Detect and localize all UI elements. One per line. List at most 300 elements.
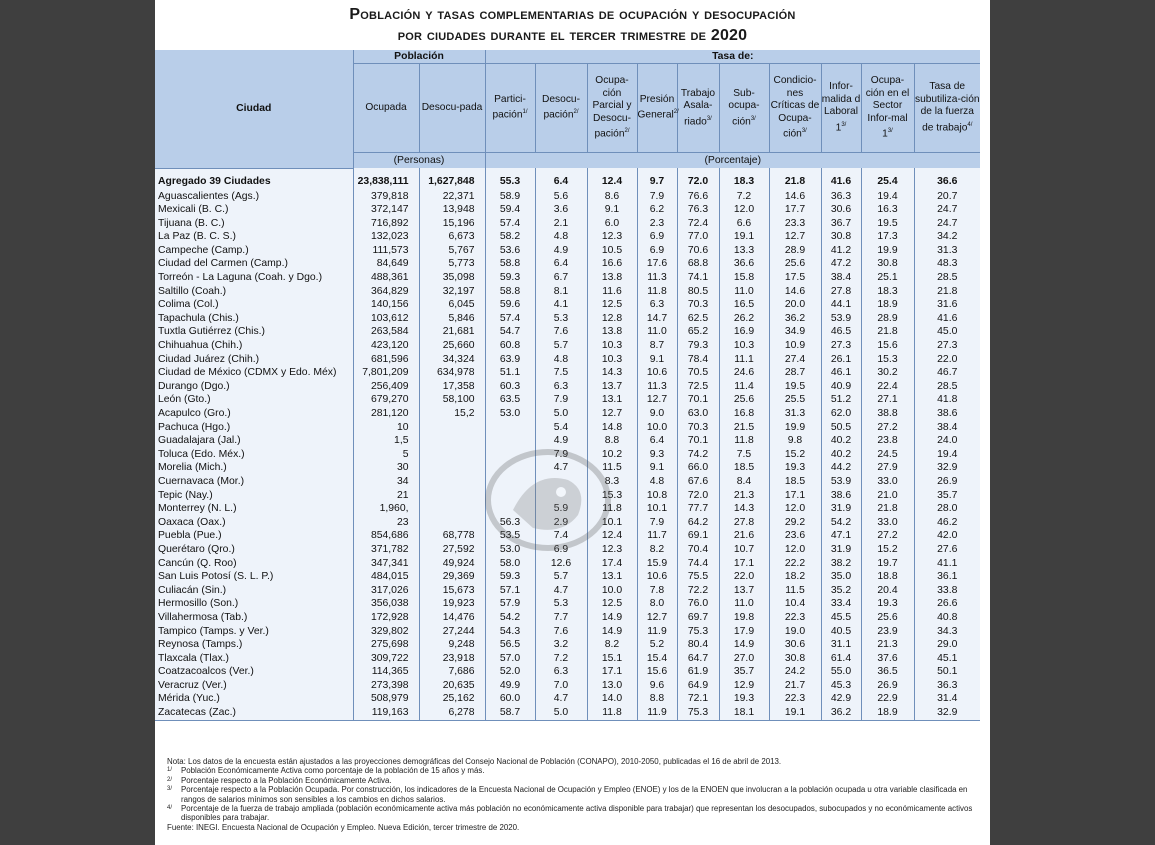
value-cell (419, 516, 485, 530)
value-cell: 40.2 (821, 448, 861, 462)
value-cell: 103,612 (353, 312, 419, 326)
value-cell: 60.3 (485, 380, 535, 394)
value-cell: 72.0 (677, 174, 719, 190)
value-cell: 12.0 (719, 203, 769, 217)
footnote-line (167, 766, 982, 775)
table-row (155, 285, 980, 299)
city-name-cell: Monterrey (N. L.) (155, 502, 353, 516)
value-cell: 12.8 (587, 312, 637, 326)
value-cell: 49,924 (419, 557, 485, 571)
value-cell: 21.3 (861, 638, 914, 652)
footnotes (167, 757, 982, 832)
value-cell: 14.7 (637, 312, 677, 326)
value-cell: 10.2 (587, 448, 637, 462)
value-cell: 18.5 (769, 475, 821, 489)
value-cell: 21.8 (861, 325, 914, 339)
city-name-cell: San Luis Potosí (S. L. P.) (155, 570, 353, 584)
footnote-text: Porcentaje de la fuerza de trabajo ampliada (población económicamente activa más población no económicamente activa disponible para trabajar) que representan los desocupados, subocupados y no económicamente activos disponibles para trabajar. (181, 804, 973, 823)
value-cell: 66.0 (677, 461, 719, 475)
value-cell: 27.3 (914, 339, 980, 353)
table-row (155, 203, 980, 217)
city-name-cell: Durango (Dgo.) (155, 380, 353, 394)
value-cell: 5.2 (637, 638, 677, 652)
column-header (914, 64, 980, 153)
value-cell: 45.5 (821, 611, 861, 625)
value-cell: 31.3 (914, 244, 980, 258)
value-cell: 13.8 (587, 271, 637, 285)
value-cell: 22,371 (419, 190, 485, 204)
table-row (155, 339, 980, 353)
value-cell: 7.5 (535, 366, 587, 380)
footnote-marker: 2/ (573, 109, 579, 116)
value-cell: 15,673 (419, 584, 485, 598)
value-cell: 5.0 (535, 706, 587, 720)
table-row (155, 448, 980, 462)
city-name-cell: Mérida (Yuc.) (155, 692, 353, 706)
footnote-text: Población Económicamente Activa como porcentaje de la población de 15 años y más. (181, 766, 485, 776)
value-cell: 21.6 (719, 529, 769, 543)
footnote-text: Nota: Los datos de la encuesta están ajustados a las proyecciones demográficas del Consejo Nacional de Población (CONAPO), 2010-2050, publicadas el 16 de abril de 2013. (167, 757, 782, 766)
value-cell: 14,476 (419, 611, 485, 625)
value-cell: 24.6 (719, 366, 769, 380)
value-cell: 681,596 (353, 353, 419, 367)
value-cell: 7.4 (535, 529, 587, 543)
value-cell: 10.0 (587, 584, 637, 598)
footnote-line (167, 776, 982, 785)
value-cell: 21.3 (719, 489, 769, 503)
value-cell: 27.4 (769, 353, 821, 367)
value-cell: 58.2 (485, 230, 535, 244)
table-row (155, 625, 980, 639)
city-name-cell: Pachuca (Hgo.) (155, 421, 353, 435)
value-cell: 13,948 (419, 203, 485, 217)
value-cell: 25.5 (769, 393, 821, 407)
value-cell: 62.5 (677, 312, 719, 326)
value-cell: 8.6 (587, 190, 637, 204)
value-cell: 41.2 (821, 244, 861, 258)
value-cell: 63.0 (677, 407, 719, 421)
value-cell: 55.3 (485, 174, 535, 190)
value-cell: 15.6 (637, 665, 677, 679)
table-row (155, 244, 980, 258)
value-cell: 63.5 (485, 393, 535, 407)
value-cell: 263,584 (353, 325, 419, 339)
value-cell: 70.4 (677, 543, 719, 557)
footnote-marker: 2/ (673, 109, 679, 116)
value-cell: 132,023 (353, 230, 419, 244)
table-row (155, 597, 980, 611)
value-cell: 13.3 (719, 244, 769, 258)
column-header-label: Partici-pación$^{1/}$ (492, 93, 528, 121)
table-row (155, 230, 980, 244)
value-cell: 11.8 (587, 502, 637, 516)
value-cell: 317,026 (353, 584, 419, 598)
city-name-cell: Tuxtla Gutiérrez (Chis.) (155, 325, 353, 339)
value-cell: 65.2 (677, 325, 719, 339)
table-row (155, 584, 980, 598)
value-cell: 11.9 (637, 625, 677, 639)
value-cell: 27.0 (719, 652, 769, 666)
value-cell: 63.9 (485, 353, 535, 367)
value-cell: 24.7 (914, 203, 980, 217)
value-cell: 60.8 (485, 339, 535, 353)
value-cell: 54.7 (485, 325, 535, 339)
value-cell: 26.1 (821, 353, 861, 367)
value-cell: 17.1 (587, 665, 637, 679)
value-cell: 12.3 (587, 230, 637, 244)
table-row (155, 434, 980, 448)
city-name-cell: Coatzacoalcos (Ver.) (155, 665, 353, 679)
value-cell: 61.4 (821, 652, 861, 666)
value-cell: 7.6 (535, 325, 587, 339)
city-name-cell: Villahermosa (Tab.) (155, 611, 353, 625)
value-cell: 19.8 (719, 611, 769, 625)
value-cell: 27.9 (861, 461, 914, 475)
value-cell: 70.5 (677, 366, 719, 380)
value-cell: 7.7 (535, 611, 587, 625)
city-name-cell: Campeche (Camp.) (155, 244, 353, 258)
value-cell: 38.8 (861, 407, 914, 421)
value-cell: 40.9 (821, 380, 861, 394)
value-cell: 14.6 (769, 285, 821, 299)
value-cell: 22.2 (769, 557, 821, 571)
value-cell: 19.1 (719, 230, 769, 244)
value-cell: 23.8 (861, 434, 914, 448)
unit-personas: (Personas) (353, 153, 485, 169)
value-cell: 36.5 (861, 665, 914, 679)
value-cell: 7.2 (719, 190, 769, 204)
value-cell: 19.1 (769, 706, 821, 720)
table-row (155, 692, 980, 706)
value-cell: 48.3 (914, 257, 980, 271)
value-cell: 18.3 (719, 174, 769, 190)
value-cell: 17.5 (769, 271, 821, 285)
value-cell: 45.0 (914, 325, 980, 339)
value-cell: 41.1 (914, 557, 980, 571)
table-row (155, 257, 980, 271)
value-cell: 6.6 (719, 217, 769, 231)
value-cell: 51.2 (821, 393, 861, 407)
value-cell: 11.3 (637, 380, 677, 394)
value-cell: 46.2 (914, 516, 980, 530)
value-cell (535, 475, 587, 489)
city-name-cell: Aguascalientes (Ags.) (155, 190, 353, 204)
column-header-label: Ocupa-ción en el Sector Infor-mal $1^{3/}$ (865, 75, 910, 140)
city-name-cell: Toluca (Edo. Méx.) (155, 448, 353, 462)
city-name-cell: Puebla (Pue.) (155, 529, 353, 543)
table-row (155, 298, 980, 312)
value-cell: 12.5 (587, 597, 637, 611)
value-cell: 29.2 (769, 516, 821, 530)
value-cell: 16.9 (719, 325, 769, 339)
value-cell: 31.3 (769, 407, 821, 421)
value-cell: 37.6 (861, 652, 914, 666)
value-cell: 74.2 (677, 448, 719, 462)
value-cell: 6.9 (637, 244, 677, 258)
value-cell: 58.8 (485, 257, 535, 271)
table-row (155, 516, 980, 530)
table-row (155, 611, 980, 625)
value-cell: 36.6 (914, 174, 980, 190)
header-poblacion: Población (353, 50, 485, 64)
value-cell: 281,120 (353, 407, 419, 421)
value-cell: 49.9 (485, 679, 535, 693)
value-cell: 12.0 (769, 543, 821, 557)
value-cell: 19.9 (861, 244, 914, 258)
value-cell: 6.4 (637, 434, 677, 448)
value-cell: 40.8 (914, 611, 980, 625)
value-cell: 70.6 (677, 244, 719, 258)
value-cell: 28.7 (769, 366, 821, 380)
value-cell: 75.3 (677, 706, 719, 720)
value-cell: 61.9 (677, 665, 719, 679)
value-cell: 8.4 (719, 475, 769, 489)
value-cell: 14.9 (587, 625, 637, 639)
value-cell: 46.5 (821, 325, 861, 339)
value-cell: 19.5 (769, 380, 821, 394)
value-cell: 41.6 (821, 174, 861, 190)
table-row (155, 217, 980, 231)
value-cell: 10.3 (719, 339, 769, 353)
value-cell: 72.0 (677, 489, 719, 503)
table-row (155, 570, 980, 584)
value-cell: 72.1 (677, 692, 719, 706)
value-cell: 23,918 (419, 652, 485, 666)
value-cell (535, 489, 587, 503)
value-cell: 46.1 (821, 366, 861, 380)
value-cell: 8.3 (587, 475, 637, 489)
value-cell: 77.0 (677, 230, 719, 244)
value-cell: 6.7 (535, 271, 587, 285)
value-cell: 70.1 (677, 393, 719, 407)
value-cell: 38.4 (914, 421, 980, 435)
footnote-line (167, 785, 982, 804)
value-cell: 7.9 (637, 190, 677, 204)
value-cell: 17.7 (769, 203, 821, 217)
value-cell: 36.3 (821, 190, 861, 204)
footnote-text: Porcentaje respecto a la Población Ocupada. Por construcción, los indicadores de la Encuesta Nacional de Ocupación y Empleo (ENOE) y los de la ENOEN que involucran a la población ocupada u otra variable clasificada en rangos de salarios mínimos son sensibles a los cambios en dichos salarios. (181, 785, 968, 804)
column-header (353, 64, 419, 153)
value-cell: 12.3 (587, 543, 637, 557)
value-cell: 34.3 (914, 625, 980, 639)
value-cell: 7.5 (719, 448, 769, 462)
value-cell: 12.7 (769, 230, 821, 244)
value-cell: 24.7 (914, 217, 980, 231)
value-cell: 9.7 (637, 174, 677, 190)
value-cell: 679,270 (353, 393, 419, 407)
value-cell: 24.5 (861, 448, 914, 462)
value-cell: 6.4 (535, 174, 587, 190)
value-cell: 30.6 (769, 638, 821, 652)
value-cell: 10.1 (587, 516, 637, 530)
value-cell: 28.5 (914, 380, 980, 394)
value-cell: 31.4 (914, 692, 980, 706)
value-cell: 5.7 (535, 570, 587, 584)
footnote-marker: 1/ (522, 109, 528, 116)
value-cell: 15.3 (861, 353, 914, 367)
table-row (155, 638, 980, 652)
value-cell: 275,698 (353, 638, 419, 652)
value-cell: 64.2 (677, 516, 719, 530)
value-cell: 9,248 (419, 638, 485, 652)
value-cell: 46.7 (914, 366, 980, 380)
value-cell: 30.6 (821, 203, 861, 217)
title-line-2: por ciudades durante el tercer trimestre de 2020 (397, 27, 748, 44)
value-cell (419, 461, 485, 475)
value-cell: 4.7 (535, 584, 587, 598)
value-cell: 309,722 (353, 652, 419, 666)
value-cell: 35.2 (821, 584, 861, 598)
value-cell: 57.9 (485, 597, 535, 611)
value-cell: 11.1 (719, 353, 769, 367)
value-cell: 84,649 (353, 257, 419, 271)
value-cell (485, 434, 535, 448)
value-cell: 33.0 (861, 475, 914, 489)
value-cell: 17,358 (419, 380, 485, 394)
table-row (155, 380, 980, 394)
value-cell: 19.7 (861, 557, 914, 571)
value-cell: 57.4 (485, 217, 535, 231)
table-row (155, 557, 980, 571)
value-cell: 14.3 (719, 502, 769, 516)
value-cell: 7.9 (535, 448, 587, 462)
value-cell: 17.1 (769, 489, 821, 503)
value-cell: 53.9 (821, 312, 861, 326)
value-cell: 7,686 (419, 665, 485, 679)
value-cell: 79.3 (677, 339, 719, 353)
column-header-label: Sub-ocupa-ción$^{3/}$ (728, 87, 760, 127)
value-cell: 54.2 (485, 611, 535, 625)
value-cell: 114,365 (353, 665, 419, 679)
value-cell: 33.0 (861, 516, 914, 530)
value-cell: 35,098 (419, 271, 485, 285)
document-title (155, 4, 990, 46)
value-cell: 76.0 (677, 597, 719, 611)
title-line-1: Población y tasas complementarias de ocupación y desocupación (349, 6, 796, 23)
value-cell: 68,778 (419, 529, 485, 543)
city-name-cell: Querétaro (Qro.) (155, 543, 353, 557)
value-cell: 28.0 (914, 502, 980, 516)
value-cell: 44.2 (821, 461, 861, 475)
value-cell: 8.0 (637, 597, 677, 611)
value-cell: 7.0 (535, 679, 587, 693)
city-name-cell: Guadalajara (Jal.) (155, 434, 353, 448)
column-header-label: Ocupada (365, 101, 407, 113)
value-cell: 364,829 (353, 285, 419, 299)
value-cell: 11.3 (637, 271, 677, 285)
footnote-marker: 1/ (167, 767, 173, 774)
value-cell: 9.1 (587, 203, 637, 217)
value-cell: 9.3 (637, 448, 677, 462)
value-cell: 29,369 (419, 570, 485, 584)
value-cell: 6.9 (535, 543, 587, 557)
value-cell: 140,156 (353, 298, 419, 312)
value-cell: 716,892 (353, 217, 419, 231)
value-cell: 11.0 (719, 597, 769, 611)
value-cell: 3.2 (535, 638, 587, 652)
table-row (155, 312, 980, 326)
value-cell: 59.3 (485, 570, 535, 584)
value-cell: 70.3 (677, 421, 719, 435)
value-cell: 7,801,209 (353, 366, 419, 380)
value-cell: 38.2 (821, 557, 861, 571)
aggregate-row (155, 174, 980, 190)
value-cell: 12.5 (587, 298, 637, 312)
value-cell: 2.3 (637, 217, 677, 231)
value-cell: 27.8 (719, 516, 769, 530)
value-cell: 64.9 (677, 679, 719, 693)
value-cell: 21.8 (914, 285, 980, 299)
value-cell: 14.3 (587, 366, 637, 380)
value-cell: 58.9 (485, 190, 535, 204)
table-row (155, 421, 980, 435)
value-cell: 28.5 (914, 271, 980, 285)
value-cell: 76.3 (677, 203, 719, 217)
value-cell: 21.0 (861, 489, 914, 503)
value-cell: 40.5 (821, 625, 861, 639)
value-cell: 27.2 (861, 421, 914, 435)
value-cell: 23 (353, 516, 419, 530)
value-cell: 74.4 (677, 557, 719, 571)
value-cell: 27.3 (821, 339, 861, 353)
column-header-label: Infor-malida d Laboral $1^{3/}$ (821, 81, 861, 134)
value-cell: 508,979 (353, 692, 419, 706)
value-cell: 14.9 (719, 638, 769, 652)
value-cell: 56.5 (485, 638, 535, 652)
value-cell: 172,928 (353, 611, 419, 625)
value-cell: 29.0 (914, 638, 980, 652)
value-cell: 11.6 (587, 285, 637, 299)
footnote-text: Fuente: INEGI. Encuesta Nacional de Ocupación y Empleo. Nueva Edición, tercer trimestre de 2020. (167, 822, 520, 832)
city-name-cell: Colima (Col.) (155, 298, 353, 312)
value-cell: 55.0 (821, 665, 861, 679)
value-cell: 18.5 (719, 461, 769, 475)
value-cell: 47.1 (821, 529, 861, 543)
value-cell: 34,324 (419, 353, 485, 367)
value-cell: 22.4 (861, 380, 914, 394)
footnote-marker: 3/ (801, 128, 807, 135)
table-row (155, 665, 980, 679)
value-cell: 80.5 (677, 285, 719, 299)
value-cell: 14.0 (587, 692, 637, 706)
value-cell: 19.3 (861, 597, 914, 611)
value-cell: 5.7 (535, 339, 587, 353)
value-cell: 7.8 (637, 584, 677, 598)
value-cell: 5.3 (535, 312, 587, 326)
value-cell: 4.7 (535, 461, 587, 475)
value-cell: 62.0 (821, 407, 861, 421)
header-ciudad: Ciudad (155, 50, 353, 168)
value-cell: 38.6 (914, 407, 980, 421)
value-cell: 16.8 (719, 407, 769, 421)
value-cell: 36.2 (769, 312, 821, 326)
city-name-cell: Chihuahua (Chih.) (155, 339, 353, 353)
value-cell: 12.4 (587, 174, 637, 190)
value-cell (485, 448, 535, 462)
value-cell: 75.5 (677, 570, 719, 584)
value-cell: 22.3 (769, 611, 821, 625)
value-cell: 8.2 (587, 638, 637, 652)
value-cell: 19.3 (719, 692, 769, 706)
value-cell: 42.9 (821, 692, 861, 706)
value-cell: 15.1 (587, 652, 637, 666)
value-cell: 634,978 (419, 366, 485, 380)
value-cell: 57.4 (485, 312, 535, 326)
value-cell: 15,2 (419, 407, 485, 421)
value-cell: 6.9 (637, 230, 677, 244)
table-row (155, 529, 980, 543)
value-cell: 4.8 (637, 475, 677, 489)
